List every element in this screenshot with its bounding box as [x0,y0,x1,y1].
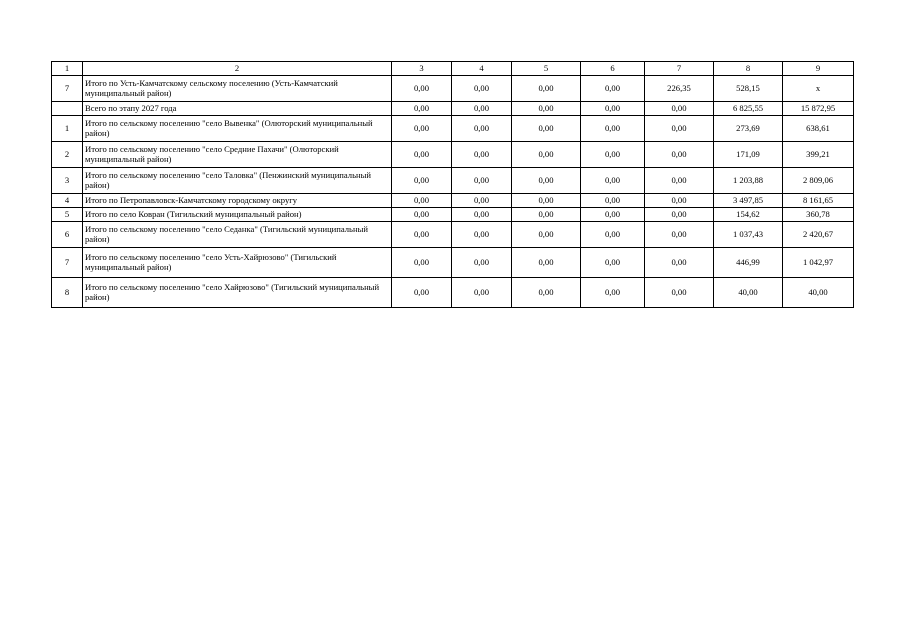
value-cell: 0,00 [392,116,452,142]
value-cell: 0,00 [512,76,581,102]
value-cell: 171,09 [714,142,783,168]
table-row [52,116,854,142]
value-cell: 3 497,85 [714,194,783,208]
table-row [52,208,854,222]
table-row [52,168,854,194]
value-cell: 0,00 [392,278,452,308]
value-cell: 154,62 [714,208,783,222]
table-row [52,194,854,208]
data-table [51,61,854,308]
value-cell: 0,00 [581,102,645,116]
row-number-cell: 4 [52,194,83,208]
row-number-cell: 8 [52,278,83,308]
value-cell: 399,21 [783,142,854,168]
value-cell: 0,00 [392,208,452,222]
header-cell: 5 [512,62,581,76]
table-header-row [52,62,854,76]
row-name-cell: Итого по сельскому поселению "село Хайрюзово" (Тигильский муниципальный район) [83,278,392,308]
value-cell: 0,00 [581,76,645,102]
row-name-cell: Итого по Петропавловск-Камчатскому городскому округу [83,194,392,208]
value-cell: 0,00 [452,168,512,194]
value-cell: 0,00 [645,208,714,222]
value-cell: 40,00 [783,278,854,308]
value-cell: 0,00 [392,102,452,116]
value-cell: 0,00 [392,76,452,102]
value-cell: 0,00 [581,222,645,248]
header-cell: 7 [645,62,714,76]
value-cell: 0,00 [581,194,645,208]
row-number-cell: 5 [52,208,83,222]
value-cell: 0,00 [581,208,645,222]
value-cell: 0,00 [512,278,581,308]
header-cell: 6 [581,62,645,76]
value-cell: 8 161,65 [783,194,854,208]
value-cell: 0,00 [645,168,714,194]
value-cell: 6 825,55 [714,102,783,116]
value-cell: 0,00 [512,208,581,222]
value-cell: 226,35 [645,76,714,102]
row-name-cell: Итого по сельскому поселению "село Вывенка" (Олюторский муниципальный район) [83,116,392,142]
value-cell: 0,00 [645,116,714,142]
header-cell: 9 [783,62,854,76]
header-cell: 8 [714,62,783,76]
row-number-cell: 3 [52,168,83,194]
row-number-cell [52,102,83,116]
row-name-cell: Итого по сельскому поселению "село Средние Пахачи" (Олюторский муниципальный район) [83,142,392,168]
value-cell: 0,00 [452,208,512,222]
value-cell: 1 037,43 [714,222,783,248]
value-cell: 40,00 [714,278,783,308]
table-row [52,102,854,116]
value-cell: 1 042,97 [783,248,854,278]
value-cell: 0,00 [512,248,581,278]
row-name-cell: Итого по Усть-Камчатскому сельскому поселению (Усть-Камчатский муниципальный район) [83,76,392,102]
value-cell: 0,00 [452,248,512,278]
header-cell: 4 [452,62,512,76]
header-cell: 1 [52,62,83,76]
value-cell: 0,00 [512,222,581,248]
row-number-cell: 1 [52,116,83,142]
row-name-cell: Всего по этапу 2027 года [83,102,392,116]
row-name-cell: Итого по сельскому поселению "село Таловка" (Пенжинский муниципальный район) [83,168,392,194]
value-cell: 1 203,88 [714,168,783,194]
row-name-cell: Итого по сельскому поселению "село Седанка" (Тигильский муниципальный район) [83,222,392,248]
value-cell: 0,00 [452,222,512,248]
table-row [52,278,854,308]
value-cell: 0,00 [645,222,714,248]
value-cell: 0,00 [581,116,645,142]
value-cell: 0,00 [452,76,512,102]
value-cell: 360,78 [783,208,854,222]
value-cell: 446,99 [714,248,783,278]
value-cell: 0,00 [392,248,452,278]
value-cell: 0,00 [452,142,512,168]
value-cell: 0,00 [392,194,452,208]
header-cell: 2 [83,62,392,76]
row-number-cell: 6 [52,222,83,248]
value-cell: 15 872,95 [783,102,854,116]
value-cell: 0,00 [392,222,452,248]
value-cell: 0,00 [512,194,581,208]
value-cell: 0,00 [581,142,645,168]
value-cell: 0,00 [645,248,714,278]
value-cell: 0,00 [512,142,581,168]
value-cell: 0,00 [645,194,714,208]
value-cell: 0,00 [452,194,512,208]
value-cell: 0,00 [512,116,581,142]
row-name-cell: Итого по село Ковран (Тигильский муниципальный район) [83,208,392,222]
table-row [52,248,854,278]
table-row [52,76,854,102]
value-cell: 0,00 [452,102,512,116]
value-cell: 0,00 [392,142,452,168]
value-cell: 273,69 [714,116,783,142]
value-cell: 0,00 [645,142,714,168]
row-number-cell: 7 [52,76,83,102]
value-cell: 0,00 [512,102,581,116]
value-cell: 528,15 [714,76,783,102]
value-cell: 0,00 [581,168,645,194]
value-cell: 0,00 [452,278,512,308]
value-cell: 638,61 [783,116,854,142]
value-cell: 0,00 [512,168,581,194]
row-name-cell: Итого по сельскому поселению "село Усть-Хайрюзово" (Тигильский муниципальный район) [83,248,392,278]
value-cell: 2 809,06 [783,168,854,194]
value-cell: 0,00 [645,102,714,116]
value-cell: 2 420,67 [783,222,854,248]
row-number-cell: 7 [52,248,83,278]
value-cell: 0,00 [581,278,645,308]
value-cell: x [783,76,854,102]
header-cell: 3 [392,62,452,76]
row-number-cell: 2 [52,142,83,168]
value-cell: 0,00 [452,116,512,142]
table-row [52,142,854,168]
table-row [52,222,854,248]
value-cell: 0,00 [392,168,452,194]
value-cell: 0,00 [645,278,714,308]
value-cell: 0,00 [581,248,645,278]
